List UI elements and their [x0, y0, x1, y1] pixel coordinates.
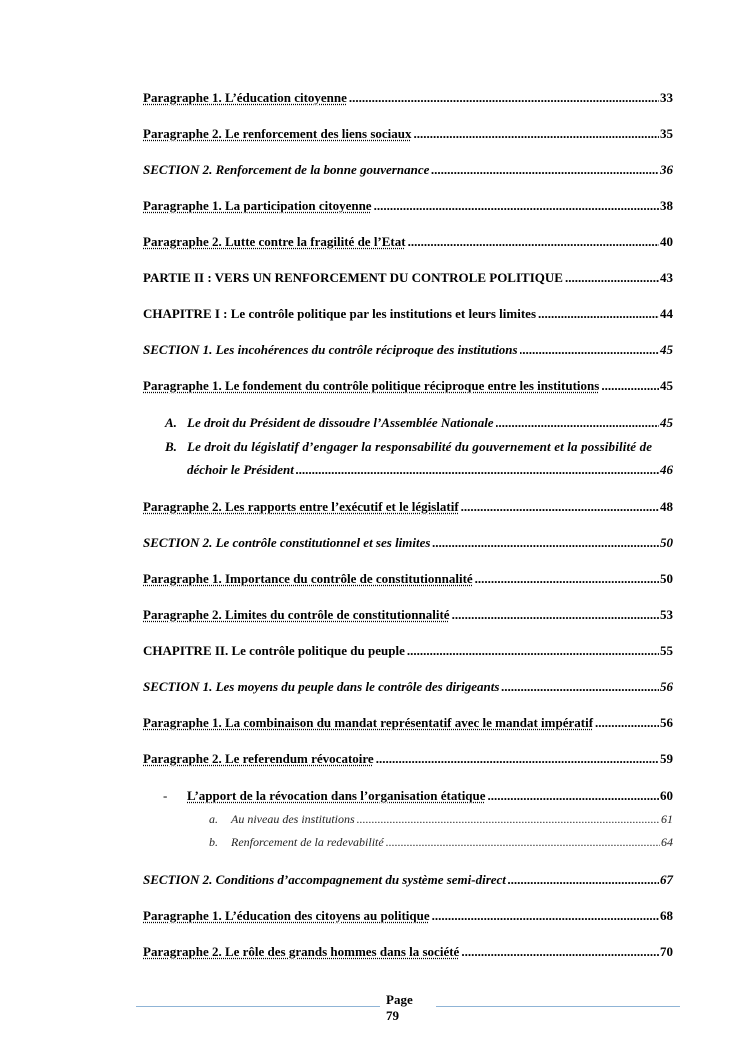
toc-entry[interactable]: [143, 750, 673, 768]
toc-entry[interactable]: [143, 714, 673, 732]
toc-leader-dots: [357, 810, 660, 828]
toc-entry-page: 40: [660, 234, 673, 249]
toc-entry-page: 35: [660, 126, 673, 141]
toc-entry-text: L’apport de la révocation dans l’organisation étatique: [187, 788, 486, 803]
toc-entry-label: SECTION 2. Conditions d’accompagnement du système semi-direct: [143, 872, 506, 887]
toc-entry[interactable]: [143, 606, 673, 624]
toc-entry-page: 44: [660, 306, 673, 321]
toc-entry[interactable]: [143, 943, 673, 961]
toc-entry-marker: -: [163, 788, 168, 803]
toc-entry[interactable]: [209, 833, 673, 851]
toc-entry-label: Paragraphe 1. Le fondement du contrôle politique réciproque entre les institutions: [143, 378, 600, 393]
toc-leader-dots: [432, 907, 659, 925]
toc-entry-label: Paragraphe 2. Limites du contrôle de constitutionnalité: [143, 607, 450, 622]
toc-leader-dots: [431, 161, 659, 179]
toc-leader-dots: [538, 305, 659, 323]
toc-leader-dots: [496, 414, 659, 432]
toc-entry-label: CHAPITRE II. Le contrôle politique du peuple: [143, 643, 405, 658]
toc-entry[interactable]: [143, 570, 673, 588]
toc-entry-label: Paragraphe 2. Le renforcement des liens sociaux: [143, 126, 412, 141]
toc-entry-label: Paragraphe 2. Le rôle des grands hommes dans la société: [143, 944, 460, 959]
toc-entry-label: Paragraphe 2. Lutte contre la fragilité de l’Etat: [143, 234, 406, 249]
toc-entry-label: SECTION 2. Renforcement de la bonne gouvernance: [143, 162, 430, 177]
toc-leader-dots: [501, 678, 659, 696]
toc-entry-page: 56: [660, 715, 673, 730]
toc-leader-dots: [407, 642, 659, 660]
toc-entry[interactable]: [143, 125, 673, 143]
toc-entry-text: Renforcement de la redevabilité: [231, 835, 384, 849]
toc-entry-text: Au niveau des institutions: [231, 812, 355, 826]
toc-leader-dots: [408, 233, 659, 251]
footer-page-word: Page: [386, 992, 413, 1007]
toc-leader-dots: [296, 461, 659, 479]
toc-entry[interactable]: [165, 414, 673, 432]
toc-entry-page: 38: [660, 198, 673, 213]
toc-leader-dots: [475, 570, 659, 588]
toc-entry-continuation[interactable]: [187, 461, 673, 479]
toc-entry-page: 68: [660, 908, 673, 923]
toc-leader-dots: [461, 943, 659, 961]
toc-leader-dots: [520, 341, 660, 359]
toc-entry[interactable]: [143, 341, 673, 359]
toc-leader-dots: [565, 269, 659, 287]
toc-entry[interactable]: [143, 907, 673, 925]
toc-entry[interactable]: [143, 305, 673, 323]
toc-entry[interactable]: [143, 197, 673, 215]
toc-entry-label: SECTION 1. Les incohérences du contrôle réciproque des institutions: [143, 342, 518, 357]
toc-entry[interactable]: [143, 269, 673, 287]
toc-leader-dots: [488, 787, 659, 805]
toc-entry-page: 61: [661, 812, 673, 826]
toc-leader-dots: [386, 833, 660, 851]
toc-entry-label: Paragraphe 1. L’éducation des citoyens au politique: [143, 908, 430, 923]
toc-entry-page: 36: [660, 162, 673, 177]
toc-leader-dots: [595, 714, 659, 732]
toc-entry-page: 43: [660, 270, 673, 285]
toc-entry[interactable]: [143, 534, 673, 552]
toc-entry-text: Le droit du Président de dissoudre l’Assemblée Nationale: [187, 415, 494, 430]
toc-entry-page: 45: [660, 378, 673, 393]
toc-entry-marker: b.: [209, 835, 218, 849]
toc-entry-label: [209, 810, 355, 828]
toc-entry-page: 33: [660, 90, 673, 105]
toc-entry[interactable]: [143, 89, 673, 107]
toc-leader-dots: [452, 606, 659, 624]
toc-entry[interactable]: [143, 642, 673, 660]
toc-entry-page: 55: [660, 643, 673, 658]
toc-entry[interactable]: [143, 377, 673, 395]
toc-entry-page: 50: [660, 535, 673, 550]
toc-entry-marker: A.: [165, 415, 177, 430]
toc-entry-label: CHAPITRE I : Le contrôle politique par les institutions et leurs limites: [143, 306, 537, 321]
toc-entry-text: Le droit du législatif d’engager la responsabilité du gouvernement et la possibilité de: [187, 439, 653, 454]
toc-entry-label: SECTION 1. Les moyens du peuple dans le contrôle des dirigeants: [143, 679, 500, 694]
toc-leader-dots: [508, 871, 659, 889]
toc-entry[interactable]: [143, 871, 673, 889]
toc-entry-label: Paragraphe 1. La participation citoyenne: [143, 198, 372, 213]
toc-entry-page: 48: [660, 499, 673, 514]
toc-entry-label: [165, 414, 494, 432]
footer-page-number: 79: [386, 1008, 399, 1023]
toc-entry-label: SECTION 2. Le contrôle constitutionnel et ses limites: [143, 535, 431, 550]
toc-entry-label: Paragraphe 2. Le referendum révocatoire: [143, 751, 374, 766]
toc-entry-page: 70: [660, 944, 673, 959]
toc-entry-page: 67: [660, 872, 673, 887]
footer-page-indicator: [386, 992, 434, 1024]
toc-entry-label: Paragraphe 1. L’éducation citoyenne: [143, 90, 347, 105]
toc-entry-marker: a.: [209, 812, 218, 826]
toc-entry-page: 59: [660, 751, 673, 766]
toc-entry[interactable]: [143, 498, 673, 516]
toc-entry-label: Paragraphe 2. Les rapports entre l’exécutif et le législatif: [143, 499, 459, 514]
toc-entry[interactable]: [163, 787, 673, 805]
toc-entry-label: Paragraphe 1. La combinaison du mandat représentatif avec le mandat impératif: [143, 715, 594, 730]
toc-entry[interactable]: [165, 438, 673, 456]
toc-entry-label: Paragraphe 1. Importance du contrôle de constitutionnalité: [143, 571, 473, 586]
toc-entry-label: [163, 787, 486, 805]
toc-entry-page: 45: [660, 415, 673, 430]
toc-entry-page: 53: [660, 607, 673, 622]
toc-entry[interactable]: [209, 810, 673, 828]
toc-entry-marker: B.: [165, 439, 177, 454]
toc-entry-label: [165, 438, 652, 456]
toc-entry[interactable]: [143, 161, 673, 179]
footer-rule-left: [136, 1006, 380, 1007]
toc-entry-label: [209, 833, 384, 851]
toc-leader-dots: [349, 89, 659, 107]
toc-entry-label: déchoir le Président: [187, 462, 294, 477]
toc-leader-dots: [374, 197, 659, 215]
toc-entry-label: PARTIE II : VERS UN RENFORCEMENT DU CONTROLE POLITIQUE: [143, 270, 563, 285]
footer-rule-right: [436, 1006, 680, 1007]
toc-entry[interactable]: [143, 233, 673, 251]
toc-entry-page: 60: [660, 788, 673, 803]
toc-entry-page: 56: [660, 679, 673, 694]
toc-leader-dots: [601, 377, 659, 395]
toc-entry-page: 46: [660, 462, 673, 477]
toc-entry-page: 50: [660, 571, 673, 586]
toc-leader-dots: [414, 125, 659, 143]
toc-entry[interactable]: [143, 678, 673, 696]
toc-leader-dots: [432, 534, 659, 552]
toc-entry-page: 45: [660, 342, 673, 357]
toc-leader-dots: [461, 498, 659, 516]
toc-leader-dots: [376, 750, 659, 768]
toc-entry-page: 64: [661, 835, 673, 849]
